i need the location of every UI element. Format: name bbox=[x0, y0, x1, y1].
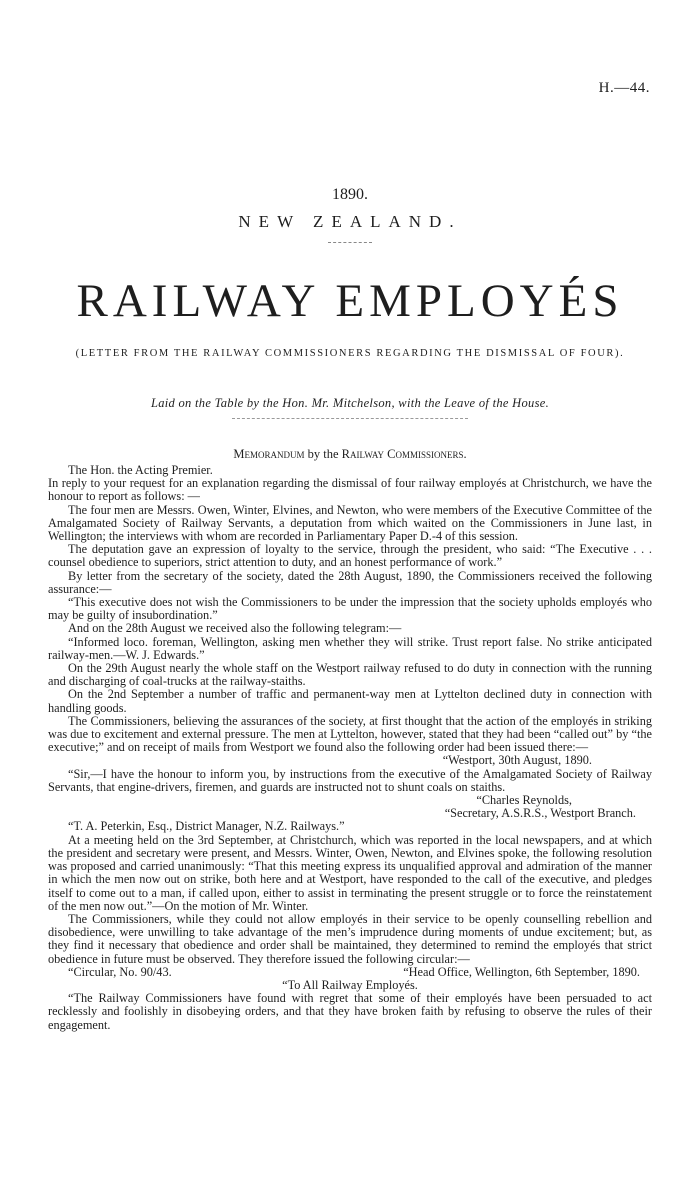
paragraph-7: “Informed loco. foreman, Wellington, asking men whether they will strike. Trust report false. No strike anticipated railway-men.—W. J. Edwards.” bbox=[48, 634, 652, 662]
dateline: “Westport, 30th August, 1890. bbox=[442, 753, 592, 768]
paragraph-14: “The Railway Commissioners have found with regret that some of their employés have been persuaded to act recklessly and foolishly in disobeying orders, and that they have broken faith by refusing to observe the rules of their engagement. bbox=[48, 991, 652, 1032]
circular-office: “Head Office, Wellington, 6th September, 1890. bbox=[403, 964, 640, 979]
paragraph-1: In reply to your request for an explanation regarding the dismissal of four railway employés at Christchurch, we have the honour to report as follows: — bbox=[48, 476, 652, 504]
document-title: RAILWAY EMPLOYÉS bbox=[76, 275, 624, 327]
paragraph-9: On the 2nd September a number of traffic and permanent-way men at Lyttelton declined duty in connection with handling goods. bbox=[48, 687, 652, 715]
divider-rule bbox=[232, 418, 468, 419]
memo-heading-author: Railway Commissioners. bbox=[341, 447, 467, 461]
paragraph-10: The Commissioners, believing the assurances of the society, at first thought that the action of the employés in striking was due to excitement and external pressure. The men at Lyttelton, however, stated that they had been “called out” by “the executive;” and on receipt of mails from Westport we found also the following order had been issued there:— bbox=[48, 713, 652, 755]
circular-to-all: “To All Railway Employés. bbox=[282, 977, 418, 992]
memo-heading bbox=[0, 447, 700, 462]
paragraph-13: The Commissioners, while they could not allow employés in their service to be openly counselling rebellion and disobedience, were unwilling to take advantage of the men’s imprudence during moments of undue excitement; but, as they find it necessary that obedience and order shall be maintained, they determined to remind the employés that strict obedience in future must be observed. They therefore issued the following circular:— bbox=[48, 911, 652, 966]
addressed-to: “T. A. Peterkin, Esq., District Manager, N.Z. Railways.” bbox=[68, 819, 345, 834]
country-heading: NEW ZEALAND. bbox=[238, 212, 462, 231]
short-rule bbox=[328, 242, 372, 243]
laid-on-table-note: Laid on the Table by the Hon. Mr. Mitchelson, with the Leave of the House. bbox=[150, 396, 550, 410]
circular-number: “Circular, No. 90/43. bbox=[68, 964, 172, 979]
paragraph-4: By letter from the secretary of the society, dated the 28th August, 1890, the Commissioners received the following assurance:— bbox=[48, 568, 652, 596]
memo-heading-word: Memorandum bbox=[233, 447, 305, 461]
addressee: The Hon. the Acting Premier. bbox=[68, 463, 213, 477]
signature-name: “Charles Reynolds, bbox=[476, 793, 572, 808]
paragraph-8: On the 29th August nearly the whole staff on the Westport railway refused to do duty in connection with the running and discharging of coal-trucks at the railway-staiths. bbox=[48, 661, 652, 689]
paragraph-3: The deputation gave an expression of loyalty to the service, through the president, who said: “The Executive . . . counsel obedience to superiors, strict attention to duty, and an honest performance of work.” bbox=[48, 542, 652, 570]
paragraph-5: “This executive does not wish the Commissioners to be under the impression that the society upholds employés who may be guilty of insubordination.” bbox=[48, 595, 652, 623]
circular-header bbox=[48, 966, 652, 979]
memo-heading-by: by the bbox=[304, 447, 342, 461]
memo-body bbox=[48, 464, 652, 1032]
paragraph-2: The four men are Messrs. Owen, Winter, Elvines, and Newton, who were members of the Executive Committee of the Amalgamated Society of Railway Servants, a deputation from which waited on the Commissioners in June last, in Wellington; the interviews with whom are recorded in Parliamentary Paper D.-4 of this session. bbox=[48, 502, 652, 544]
paragraph-6: And on the 28th August we received also the following telegram:— bbox=[68, 621, 402, 636]
paragraph-12: At a meeting held on the 3rd September, at Christchurch, which was reported in the local newspapers, and at which the president and secretary were present, and Messrs. Winter, Owen, Newton, and Elvines spoke, the following resolution was proposed and carried unanimously: “That this meeting express its unqualified approval and admiration of the manner in which the men now out on strike, both here and at Westport, have responded to the call of the executive, and pledges itself to come out to a man, if called upon, either to assist in terminating the present struggle or to force the reinstatement of the men now out.”—On the motion of Mr. Winter. bbox=[48, 832, 652, 913]
document-subtitle: (LETTER FROM THE RAILWAY COMMISSIONERS REGARDING THE DISMISSAL OF FOUR). bbox=[75, 348, 625, 359]
page-reference: H.—44. bbox=[598, 80, 650, 96]
paragraph-11: “Sir,—I have the honour to inform you, by instructions from the executive of the Amalgamated Society of Railway Servants, that engine-drivers, firemen, and guards are instructed not to shunt coals on staiths. bbox=[48, 766, 652, 794]
signature-title: “Secretary, A.S.R.S., Westport Branch. bbox=[444, 806, 636, 821]
year: 1890. bbox=[332, 186, 368, 203]
